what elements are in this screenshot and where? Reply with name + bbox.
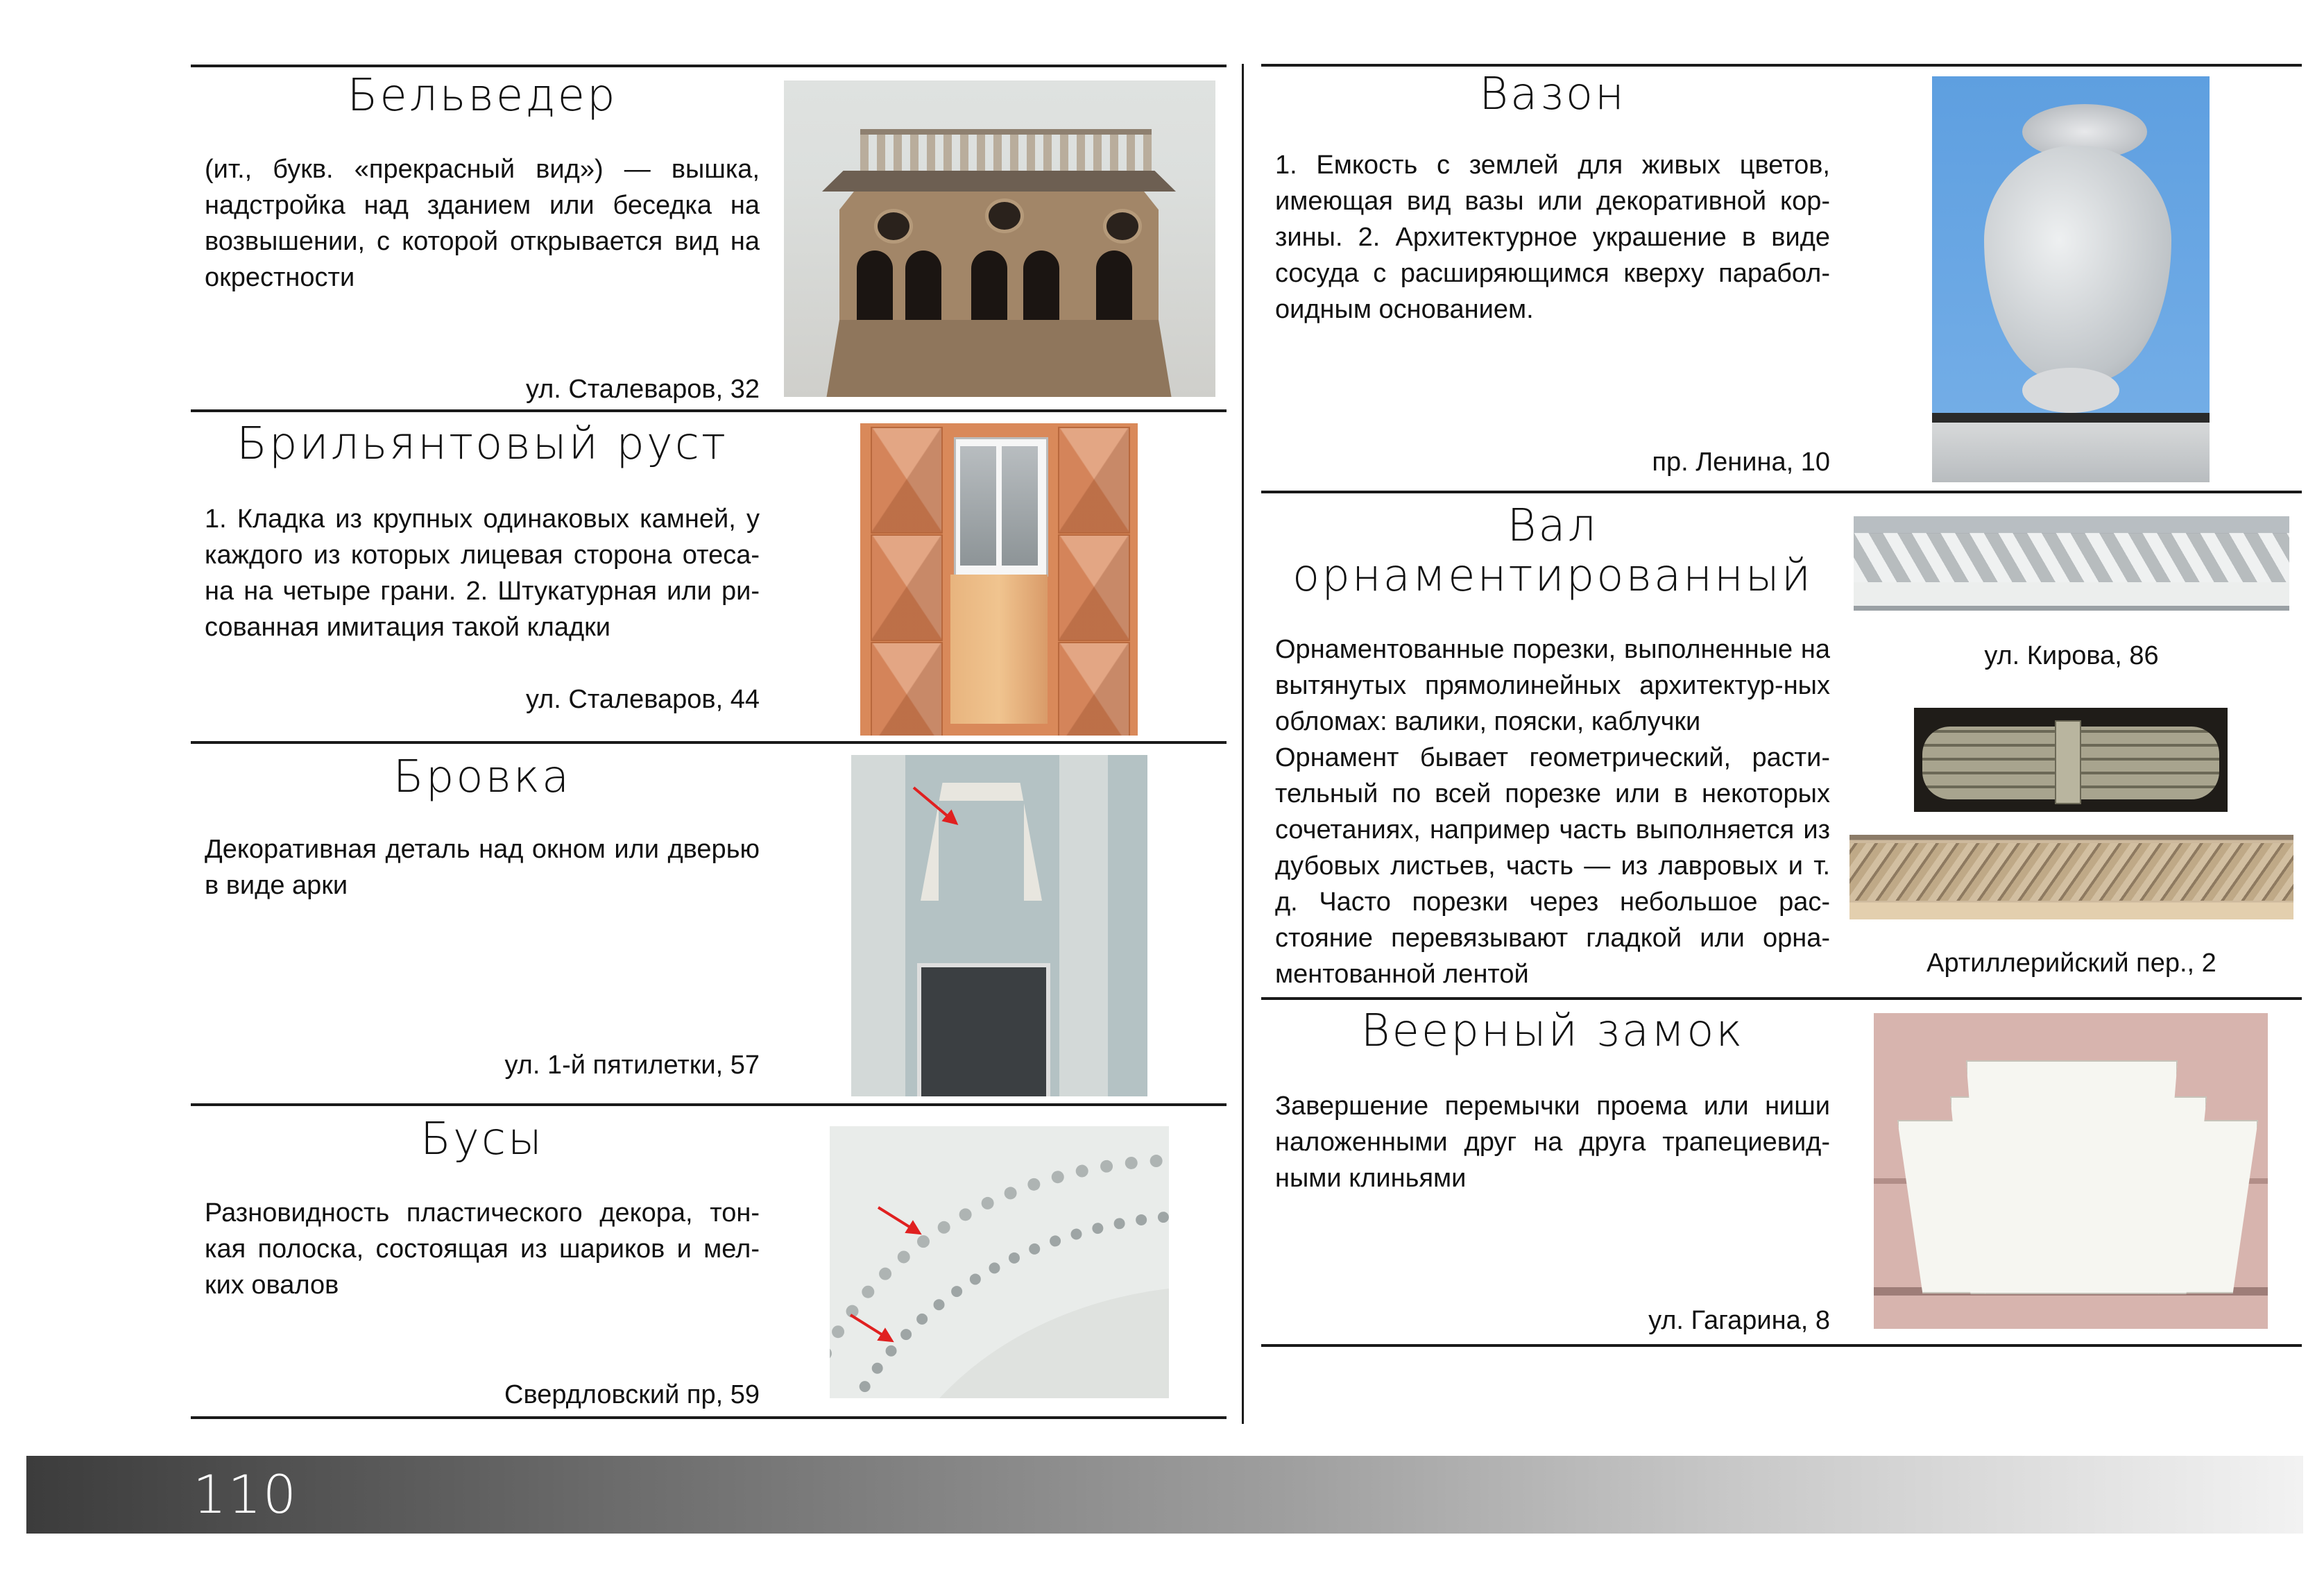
bound-reed-molding-photo xyxy=(1914,708,2228,812)
page-number: 110 xyxy=(193,1463,298,1525)
term-title-line2: орнаментированный xyxy=(1292,550,1813,602)
diamond-stone-shape xyxy=(871,534,943,641)
arched-window-shape xyxy=(971,251,1007,320)
photo-address-2: Артиллерийский пер., 2 xyxy=(1926,949,2216,978)
footer-band xyxy=(26,1456,2303,1534)
term-address: Свердловский пр, 59 xyxy=(504,1380,760,1409)
term-definition: Завершение перемычки проема или ниши наложенными друг на друга трапециевид-ными клиньями xyxy=(1275,1092,1830,1193)
right-column-bottom-rule xyxy=(1261,1344,2302,1347)
barred-window-shape xyxy=(917,963,1050,1096)
wall-panel-shape xyxy=(950,575,1048,724)
brow-shape xyxy=(921,783,1042,901)
belvedere-tower-photo xyxy=(784,80,1215,397)
term-title: Бровка xyxy=(393,752,572,803)
diamond-stone-shape xyxy=(1058,534,1130,641)
beads-molding-photo xyxy=(830,1126,1169,1398)
round-window-shape xyxy=(1103,209,1142,244)
right-separator-1 xyxy=(1261,491,2302,493)
pilaster-shape xyxy=(851,755,905,1096)
diamond-stone-shape xyxy=(1058,427,1130,534)
term-address: пр. Ленина, 10 xyxy=(1652,448,1830,477)
vase-body-shape xyxy=(1984,146,2171,382)
window-brow-photo xyxy=(851,755,1147,1096)
diamond-stone-shape xyxy=(1058,642,1130,736)
diamond-rustication-photo xyxy=(860,423,1138,736)
term-title: Веерный замок xyxy=(1360,1005,1745,1057)
fan-keystone-photo xyxy=(1874,1013,2268,1329)
term-address: ул. Сталеваров, 32 xyxy=(525,375,760,404)
right-separator-2 xyxy=(1261,997,2302,1000)
plinth-shape xyxy=(1932,413,2210,482)
left-column-top-rule xyxy=(191,65,1227,67)
cornice-shape xyxy=(822,171,1176,192)
term-definition: (ит., букв. «прекрасный вид») — вышка, надстройка над зданием или беседка на возвышении, с которой открывается вид на окрестности xyxy=(205,155,760,292)
arched-window-shape xyxy=(1023,251,1059,320)
term-title: Бельведер xyxy=(347,70,617,121)
term-definition: Разновидность пластического декора, тон-кая полоска, состоящая из шариков и мел-ких овалов xyxy=(205,1198,760,1300)
definition-paragraph-1: Орнаментованные порезки, выполненные на вытянутых прямолинейных архитектур-ных обломах: валики, пояски, каблучки xyxy=(1275,635,1830,736)
term-address: ул. Сталеваров, 44 xyxy=(525,685,760,714)
term-definition xyxy=(1275,631,1830,992)
round-window-shape xyxy=(985,198,1024,233)
oak-leaf-molding-photo xyxy=(1854,516,2289,611)
right-column-top-rule xyxy=(1261,64,2302,67)
term-address: ул. Гагарина, 8 xyxy=(1648,1306,1830,1335)
term-title-line1: Вал xyxy=(1507,500,1598,552)
red-arrow-icon xyxy=(878,1206,920,1234)
round-window-shape xyxy=(874,209,913,244)
pilaster-shape xyxy=(1059,755,1108,1096)
term-definition: Декоративная деталь над окном или дверью в виде арки xyxy=(205,835,760,900)
term-definition: 1. Кладка из крупных одинаковых камней, у каждого из которых лицевая сторона отеса-на на четыре грани. 2. Штукатурная или ри-сованная имитация такой кладки xyxy=(205,504,760,642)
definition-paragraph-2: Орнамент бывает геометрический, расти-тельный по всей порезке или в некоторых сочетаниях, например часть выполняется из дубовых листьев, часть — из лавровых и т. д. Часто порезки через небольшое рас-стояние перевязывают гладкой или орна-ментованной лентой xyxy=(1275,743,1830,989)
keystone-center-block-shape xyxy=(1966,1060,2178,1294)
arched-window-shape xyxy=(857,251,893,320)
column-divider xyxy=(1242,64,1244,1424)
window-pane xyxy=(1002,446,1038,566)
left-column-bottom-rule xyxy=(191,1416,1227,1419)
term-definition: 1. Емкость с землей для живых цветов, имеющая вид вазы или декоративной кор-зины. 2. Архитектурное украшение в виде сосуда с расширяющимся кверху парабол-оидным основанием. xyxy=(1275,151,1830,324)
term-title: Вазон xyxy=(1479,69,1626,120)
arched-window-shape xyxy=(905,251,941,320)
left-separator-1 xyxy=(191,409,1227,412)
window-shape xyxy=(954,437,1048,577)
term-title: Бусы xyxy=(420,1114,544,1165)
term-title: Брильянтовый руст xyxy=(236,418,728,470)
vase-foot-shape xyxy=(2022,368,2119,413)
tower-base-shape xyxy=(826,320,1172,397)
laurel-molding-photo xyxy=(1849,835,2293,919)
diamond-stone-shape xyxy=(871,427,943,534)
left-separator-3 xyxy=(191,1103,1227,1106)
window-pane xyxy=(960,446,996,566)
vase-photo xyxy=(1932,76,2210,482)
diamond-stone-shape xyxy=(871,642,943,736)
term-address: ул. 1-й пятилетки, 57 xyxy=(504,1051,760,1080)
arched-window-shape xyxy=(1096,251,1132,320)
left-separator-2 xyxy=(191,741,1227,744)
photo-address-1: ул. Кирова, 86 xyxy=(1984,641,2159,670)
